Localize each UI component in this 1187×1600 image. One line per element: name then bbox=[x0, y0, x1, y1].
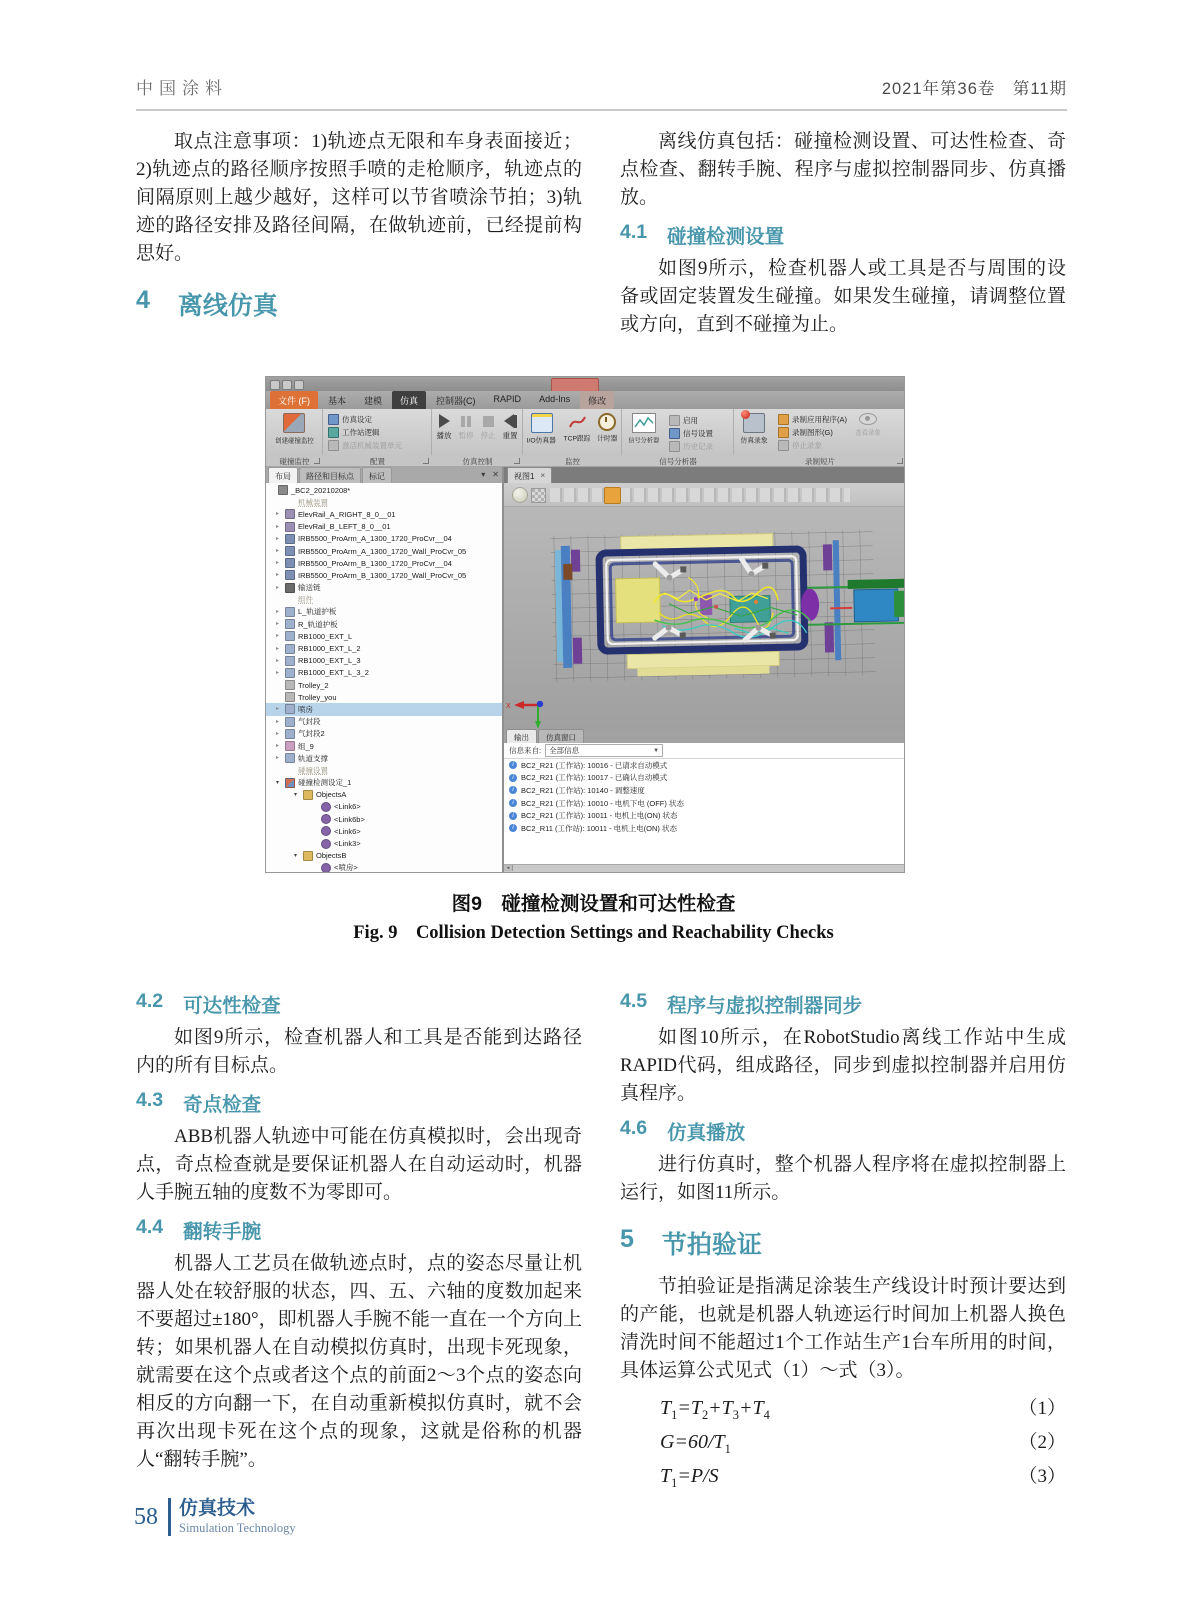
tree-item-label: <Link6b> bbox=[334, 814, 365, 824]
tree-item-icon bbox=[285, 583, 295, 593]
paragraph-4-6: 进行仿真时，整个机器人程序将在虚拟控制器上运行，如图11所示。 bbox=[620, 1154, 1066, 1203]
expander-icon[interactable] bbox=[294, 853, 300, 859]
tree-item[interactable] bbox=[266, 642, 502, 654]
tree-item-label: 气封段2 bbox=[298, 729, 325, 739]
section-title: 可达性检查 bbox=[183, 995, 281, 1017]
filter-dropdown[interactable]: 全部信息 ▼ bbox=[545, 744, 663, 757]
expander-icon[interactable] bbox=[294, 792, 300, 798]
equation-number: （2） bbox=[1018, 1432, 1066, 1453]
log-message[interactable] bbox=[504, 784, 904, 797]
group-label: 仿真控制 bbox=[462, 457, 493, 466]
ribbon-tab[interactable]: 建模 bbox=[364, 396, 383, 406]
ribbon-group-monitor bbox=[523, 409, 622, 455]
tree-item-icon bbox=[321, 802, 331, 812]
io-simulator-icon bbox=[531, 413, 553, 433]
tree-item-icon bbox=[321, 814, 331, 824]
tree-item-icon bbox=[303, 851, 313, 861]
scroll-left-icon[interactable] bbox=[504, 865, 513, 871]
ribbon-tab[interactable]: 基本 bbox=[328, 396, 347, 406]
expander-icon[interactable] bbox=[276, 743, 282, 749]
equation-row bbox=[620, 1393, 1066, 1427]
equation-number: （1） bbox=[1018, 1398, 1066, 1419]
page-header bbox=[136, 74, 1067, 111]
tree-item-label: ElevRail_B_LEFT_8_0__01 bbox=[298, 522, 391, 532]
group-label: 监控 bbox=[565, 457, 580, 466]
ribbon-tab-bar bbox=[266, 391, 904, 409]
tree-item[interactable] bbox=[266, 813, 502, 825]
ribbon-tab[interactable]: 仿真 bbox=[392, 391, 426, 409]
ribbon-group-config bbox=[323, 409, 432, 455]
output-tab[interactable]: 仿真窗口 bbox=[538, 729, 584, 743]
tree-item-label: 输送链 bbox=[298, 583, 321, 593]
viewport-area bbox=[504, 467, 904, 872]
tree-item-label: 喷房 bbox=[298, 704, 313, 714]
footer-section-cn: 仿真技术 bbox=[179, 1498, 256, 1519]
tree-item-icon bbox=[285, 692, 295, 702]
signal-enable-button[interactable]: 启用 bbox=[669, 414, 713, 427]
section-5-heading bbox=[620, 1225, 1066, 1261]
section-number: 4.5 bbox=[620, 990, 648, 1012]
tree-item[interactable] bbox=[266, 825, 502, 837]
ribbon-group-sim-control bbox=[432, 409, 523, 455]
tree-item[interactable] bbox=[266, 484, 502, 496]
tree-item[interactable] bbox=[266, 618, 502, 630]
tree-item-label: IRB5500_ProArm_A_1300_1720_Wall_ProCvr_05 bbox=[298, 546, 467, 556]
tree-item[interactable] bbox=[266, 801, 502, 813]
log-message[interactable] bbox=[504, 759, 904, 772]
message-filter-row bbox=[504, 743, 904, 759]
collision-monitor-icon bbox=[283, 413, 305, 433]
tree-item[interactable] bbox=[266, 703, 502, 715]
tree-item[interactable] bbox=[266, 764, 502, 776]
tree-item-label: RB1000_EXT_L bbox=[298, 631, 353, 641]
history-record-icon bbox=[669, 441, 680, 452]
section-4-1-heading bbox=[620, 221, 1066, 249]
tree-item-icon bbox=[285, 619, 295, 629]
simulation-setup-icon bbox=[328, 414, 339, 425]
tree-item-icon bbox=[321, 826, 331, 836]
tree-item[interactable] bbox=[266, 667, 502, 679]
io-simulator-button[interactable]: I/O仿真器 bbox=[525, 409, 558, 455]
expander-icon[interactable] bbox=[276, 609, 282, 615]
robotstudio-screenshot bbox=[265, 376, 905, 873]
tree-item[interactable] bbox=[266, 691, 502, 703]
paint-booth-top-view bbox=[504, 507, 905, 729]
dialog-launcher-icon[interactable] bbox=[514, 458, 520, 464]
log-message-text: BC2_R21 (工作站): 10017 - 已确认自动模式 bbox=[521, 773, 668, 783]
tree-item-icon bbox=[285, 534, 295, 544]
tree-item[interactable] bbox=[266, 862, 502, 872]
equation-row bbox=[620, 1427, 1066, 1461]
tree-item-label: RB1000_EXT_L_3 bbox=[298, 656, 361, 666]
tree-item-icon bbox=[285, 558, 295, 568]
tree-item-icon bbox=[285, 717, 295, 727]
section-number: 4.6 bbox=[620, 1117, 648, 1139]
equation-expression: $T_1=T_2+T_3+T_4$ bbox=[660, 1397, 770, 1422]
section-number: 4.4 bbox=[136, 1216, 164, 1238]
tree-item[interactable] bbox=[266, 655, 502, 667]
expander-icon[interactable] bbox=[276, 780, 282, 786]
expander-icon[interactable] bbox=[276, 658, 282, 664]
record-application-button[interactable]: 录制应用程序(A) bbox=[778, 413, 847, 426]
tree-item-icon bbox=[321, 839, 331, 849]
signal-analyzer-icon bbox=[632, 413, 656, 433]
log-message[interactable] bbox=[504, 822, 904, 835]
tree-item-label: RB1000_EXT_L_2 bbox=[298, 644, 361, 654]
log-message-text: BC2_R11 (工作站): 10011 - 电机上电(ON) 状态 bbox=[521, 823, 678, 833]
tree-item-icon bbox=[321, 863, 331, 872]
paragraph-4-2: 如图9所示，检查机器人和工具是否能到达路径内的所有目标点。 bbox=[136, 1027, 582, 1076]
timer-button[interactable]: 计时器 bbox=[596, 409, 619, 455]
station-tree bbox=[266, 483, 502, 872]
section-4-6-heading bbox=[620, 1117, 1066, 1145]
tree-item-label: L_轨道护板 bbox=[298, 607, 337, 617]
tree-item[interactable] bbox=[266, 533, 502, 545]
tree-item[interactable] bbox=[266, 569, 502, 581]
tree-item-icon bbox=[285, 778, 295, 788]
page-number: 58 bbox=[134, 1503, 158, 1530]
stop-record-button[interactable]: 停止录象 bbox=[778, 439, 847, 452]
svg-text:X: X bbox=[506, 703, 511, 710]
log-message[interactable] bbox=[504, 809, 904, 822]
info-icon bbox=[509, 761, 517, 769]
info-icon bbox=[509, 812, 517, 820]
render-mode-icon[interactable] bbox=[512, 487, 528, 503]
browser-tab[interactable]: 标记 bbox=[362, 467, 392, 483]
filter-label: 信息来自: bbox=[509, 746, 542, 755]
ribbon bbox=[266, 409, 904, 455]
expander-icon[interactable] bbox=[276, 755, 282, 761]
ribbon-group-labels bbox=[266, 455, 904, 467]
section-number: 4.3 bbox=[136, 1089, 164, 1111]
tree-item-label: 碰撞检测设定_1 bbox=[298, 778, 352, 788]
tree-item-icon bbox=[285, 631, 295, 641]
tcp-trace-button[interactable]: TCP跟踪 bbox=[562, 409, 592, 455]
section-title: 离线仿真 bbox=[177, 292, 278, 320]
activate-mechanism-icon bbox=[328, 440, 339, 451]
section-4-heading bbox=[136, 286, 582, 322]
station-logic-icon bbox=[328, 427, 339, 438]
dialog-launcher-icon[interactable] bbox=[314, 458, 320, 464]
stop-icon bbox=[483, 416, 494, 427]
stop-button[interactable]: 停止 bbox=[477, 409, 499, 455]
tree-item[interactable] bbox=[266, 789, 502, 801]
tree-item[interactable] bbox=[266, 545, 502, 557]
tree-item-icon bbox=[285, 644, 295, 654]
footer-divider bbox=[168, 1498, 171, 1536]
expander-icon[interactable] bbox=[276, 548, 282, 554]
section-number: 5 bbox=[620, 1225, 634, 1253]
column-left-bottom bbox=[136, 990, 582, 1477]
paragraph-4-5: 如图10所示，在RobotStudio离线工作站中生成RAPID代码，组成路径，同步到虚拟控制器并启用仿真程序。 bbox=[620, 1027, 1066, 1104]
expander-icon[interactable] bbox=[276, 572, 282, 578]
expander-icon[interactable] bbox=[276, 633, 282, 639]
output-tabs bbox=[504, 729, 904, 743]
station-logic-button[interactable]: 工作站逻辑 bbox=[328, 426, 431, 439]
tree-item-label: IRB5500_ProArm_A_1300_1720_ProCvr__04 bbox=[298, 534, 452, 544]
info-icon bbox=[509, 786, 517, 794]
section-title: 碰撞检测设置 bbox=[667, 226, 785, 248]
equation-number: （3） bbox=[1018, 1466, 1066, 1487]
section-title: 奇点检查 bbox=[183, 1094, 262, 1116]
viewport-tool-icons[interactable] bbox=[550, 488, 850, 502]
signal-analyzer-button[interactable]: 信号分析器 bbox=[622, 409, 666, 455]
history-record-button[interactable]: 历史记录 bbox=[669, 440, 713, 453]
ribbon-group-recording bbox=[734, 409, 905, 455]
tree-item-label: IRB5500_ProArm_B_1300_1720_Wall_ProCvr_05 bbox=[298, 570, 467, 580]
tree-item-label: ObjectsB bbox=[316, 851, 347, 861]
section-4-4-heading bbox=[136, 1216, 582, 1244]
expander-icon[interactable] bbox=[276, 719, 282, 725]
section-title: 翻转手腕 bbox=[183, 1221, 262, 1243]
expander-icon[interactable] bbox=[276, 536, 282, 542]
paragraph-4-3: ABB机器人轨迹中可能在仿真模拟时，会出现奇点，奇点检查就是要保证机器人在自动运动时，机器人手腕五轴的度数不为零即可。 bbox=[136, 1126, 582, 1203]
tree-item-icon bbox=[278, 485, 288, 495]
tree-item[interactable] bbox=[266, 582, 502, 594]
tree-item-label: IRB5500_ProArm_B_1300_1720_ProCvr__04 bbox=[298, 558, 452, 568]
column-right-top bbox=[620, 128, 1066, 342]
section-4-2-heading bbox=[136, 990, 582, 1018]
ribbon-tab[interactable]: Add-Ins bbox=[539, 394, 571, 404]
tree-item[interactable] bbox=[266, 594, 502, 606]
equation-list bbox=[620, 1393, 1066, 1495]
reset-button[interactable]: 重置 bbox=[499, 409, 521, 455]
group-label: 信号分析器 bbox=[659, 457, 697, 466]
tree-item-icon bbox=[285, 656, 295, 666]
group-label: 录制短片 bbox=[805, 457, 835, 466]
tree-item-label: R_轨道护板 bbox=[298, 619, 338, 629]
expander-icon[interactable] bbox=[276, 621, 282, 627]
section-title: 节拍验证 bbox=[661, 1231, 762, 1259]
tree-item-label: Trolley_2 bbox=[298, 680, 329, 690]
tree-item-icon bbox=[285, 753, 295, 763]
expander-icon[interactable] bbox=[276, 560, 282, 566]
tree-item[interactable] bbox=[266, 606, 502, 618]
tree-item-icon bbox=[285, 607, 295, 617]
group-label: 碰撞监控 bbox=[279, 457, 310, 466]
simulation-setup-button[interactable]: 仿真设定 bbox=[328, 413, 431, 426]
ribbon-group-collision-monitor bbox=[266, 409, 323, 455]
reset-icon bbox=[504, 414, 517, 428]
contextual-tab-marker bbox=[551, 378, 599, 392]
tree-item[interactable] bbox=[266, 557, 502, 569]
info-icon bbox=[509, 799, 517, 807]
chevron-down-icon[interactable]: ▾ bbox=[481, 470, 486, 479]
tree-item[interactable] bbox=[266, 850, 502, 862]
view-record-icon bbox=[859, 413, 877, 425]
equation-expression: $G=60/T_1$ bbox=[660, 1431, 731, 1456]
expander-icon[interactable] bbox=[276, 731, 282, 737]
paragraph-4-1: 如图9所示，检查机器人或工具是否与周围的设备或固定装置发生碰撞。如果发生碰撞，请调整位置或方向，直到不碰撞为止。 bbox=[620, 258, 1066, 335]
signal-enable-icon bbox=[669, 415, 680, 426]
quick-access-icon[interactable] bbox=[270, 380, 280, 390]
close-icon[interactable]: × bbox=[540, 471, 546, 480]
view-record-button[interactable]: 查看录象 bbox=[851, 409, 885, 455]
tree-item-icon bbox=[285, 741, 295, 751]
viewport-tab[interactable]: 视图1 × bbox=[507, 467, 552, 483]
window-title-bar bbox=[266, 377, 904, 391]
play-button[interactable]: 播放 bbox=[433, 409, 455, 455]
log-message-text: BC2_R21 (工作站): 10016 - 已请求自动模式 bbox=[521, 760, 668, 770]
tree-item[interactable] bbox=[266, 521, 502, 533]
info-icon bbox=[509, 824, 517, 832]
journal-name: 中国涂料 bbox=[136, 79, 228, 98]
grid-toggle-icon[interactable] bbox=[531, 488, 546, 503]
expander-icon[interactable] bbox=[276, 646, 282, 652]
section-4-5-heading bbox=[620, 990, 1066, 1018]
create-collision-monitor-button[interactable]: 创建碰撞监控 bbox=[266, 409, 322, 446]
tree-item-icon bbox=[285, 509, 295, 519]
log-message-text: BC2_R21 (工作站): 10010 - 电机下电 (OFF) 状态 bbox=[521, 798, 684, 808]
simulation-record-icon bbox=[743, 413, 765, 433]
ribbon-tab[interactable]: 控制器(C) bbox=[436, 396, 476, 406]
tree-item[interactable] bbox=[266, 837, 502, 849]
tree-item-icon bbox=[285, 729, 295, 739]
ribbon-group-signal-analyzer bbox=[622, 409, 734, 455]
tree-item-label: ElevRail_A_RIGHT_8_0__01 bbox=[298, 509, 396, 519]
browser-tab[interactable]: 路径和目标点 bbox=[299, 467, 361, 483]
expander-icon[interactable] bbox=[276, 670, 282, 676]
section-number: 4 bbox=[136, 286, 150, 314]
info-icon bbox=[509, 774, 517, 782]
expander-icon[interactable] bbox=[276, 585, 282, 591]
record-graphics-icon bbox=[778, 427, 789, 438]
tree-item-label: 碰撞设置 bbox=[298, 765, 328, 775]
figure-caption-cn: 图9 碰撞检测设置和可达性检查 bbox=[451, 893, 736, 915]
expander-icon[interactable] bbox=[276, 511, 282, 517]
tree-item-label: <Link6> bbox=[334, 802, 361, 812]
tree-item[interactable] bbox=[266, 777, 502, 789]
page-footer bbox=[134, 1498, 296, 1536]
output-tab[interactable]: 输出 bbox=[506, 729, 537, 743]
group-label: 配置 bbox=[370, 457, 385, 466]
tree-item-icon bbox=[285, 680, 295, 690]
paragraph-point-notes: 取点注意事项：1)轨迹点无限和车身表面接近；2)轨迹点的路径顺序按照手喷的走枪顺序，轨迹点的间隔原则上越少越好，这样可以节省喷涂节拍；3)轨迹的路径安排及路径间隔，在做轨迹前，已经提前构思好。 bbox=[136, 131, 582, 264]
log-message-text: BC2_R21 (工作站): 10140 - 调整速度 bbox=[521, 785, 645, 795]
play-icon bbox=[439, 414, 450, 428]
tree-item-label: <Link3> bbox=[334, 839, 361, 849]
figure-caption-en: Fig. 9 Collision Detection Settings and Reachability Checks bbox=[353, 923, 834, 943]
tree-item[interactable] bbox=[266, 679, 502, 691]
tree-item-label: _BC2_20210208* bbox=[291, 485, 351, 495]
ribbon-tab[interactable]: 修改 bbox=[580, 391, 614, 409]
tree-item-icon bbox=[285, 668, 295, 678]
activate-mechanism-button[interactable]: 激活机械装置单元 bbox=[328, 439, 431, 452]
footer-section-en: Simulation Technology bbox=[179, 1521, 296, 1535]
equation-expression: $T_1=P/S$ bbox=[660, 1465, 719, 1490]
browser-tab[interactable]: 布局 bbox=[268, 467, 298, 483]
tree-item-icon bbox=[303, 790, 313, 800]
tree-item-label: Trolley_you bbox=[298, 692, 337, 702]
viewport-toolbar bbox=[504, 483, 904, 507]
tree-item-label: <Link6> bbox=[334, 826, 361, 836]
column-left-top bbox=[136, 128, 582, 334]
dialog-launcher-icon[interactable] bbox=[897, 458, 903, 464]
quick-access-icon[interactable] bbox=[282, 380, 292, 390]
log-message-text: BC2_R21 (工作站): 10011 - 电机上电(ON) 状态 bbox=[521, 811, 678, 821]
message-list bbox=[504, 759, 904, 835]
ribbon-tab[interactable]: RAPID bbox=[493, 394, 522, 404]
log-message[interactable] bbox=[504, 797, 904, 810]
paragraph-4-4: 机器人工艺员在做轨迹点时，点的姿态尽量让机器人处在较舒服的状态，四、五、六轴的度数加起来不要超过±180°，即机器人手腕不能一直在一个方向上转；如果机器人在自动模拟仿真时，出现卡死现象，就需要在这个点或者这个点的前面2～3个点的姿态向相反的方向翻一下，在自动重新模拟仿真时，就不会再次出现卡死在这个点的现象，这就是俗称的机器人“翻转手腕”。 bbox=[136, 1253, 582, 1470]
chevron-down-icon: ▼ bbox=[653, 747, 660, 754]
tree-item[interactable] bbox=[266, 716, 502, 728]
section-title: 程序与虚拟控制器同步 bbox=[667, 995, 863, 1017]
tree-item-label: 机械装置 bbox=[298, 497, 328, 507]
layout-browser-panel bbox=[266, 467, 504, 872]
viewport-tab-row bbox=[504, 467, 904, 483]
tree-item[interactable] bbox=[266, 508, 502, 520]
expander-icon[interactable] bbox=[276, 524, 282, 530]
equation-row bbox=[620, 1461, 1066, 1495]
signal-setup-button[interactable]: 信号设置 bbox=[669, 427, 713, 440]
tree-item[interactable] bbox=[266, 728, 502, 740]
tree-item-label: 轨道支撑 bbox=[298, 753, 328, 763]
tree-item[interactable] bbox=[266, 740, 502, 752]
section-4-3-heading bbox=[136, 1089, 582, 1117]
expander-icon[interactable] bbox=[276, 706, 282, 712]
tree-item-label: ObjectsA bbox=[316, 790, 347, 800]
tree-item-icon bbox=[285, 522, 295, 532]
tree-item-icon bbox=[285, 570, 295, 580]
tree-item-icon bbox=[285, 546, 295, 556]
record-graphics-button[interactable]: 录制图形(G) bbox=[778, 426, 847, 439]
journal-issue: 2021年第36卷 第11期 bbox=[881, 80, 1067, 98]
close-icon[interactable]: ✕ bbox=[492, 470, 499, 479]
tree-item-label: 组件 bbox=[298, 595, 313, 605]
paragraph-offline-sim-intro: 离线仿真包括：碰撞检测设置、可达性检查、奇点检查、翻转手腕、程序与虚拟控制器同步、仿真播放。 bbox=[620, 131, 1066, 208]
column-right-bottom bbox=[620, 990, 1066, 1495]
signal-setup-icon bbox=[669, 428, 680, 439]
tree-item-icon bbox=[285, 704, 295, 714]
section-number: 4.2 bbox=[136, 990, 164, 1012]
simulation-record-button[interactable]: 仿真录象 bbox=[734, 409, 774, 455]
paragraph-5: 节拍验证是指满足涂装生产线设计时预计要达到的产能，也就是机器人轨迹运行时间加上机器人换色清洗时间不能超过1个工作站生产1台车所用的时间，具体运算公式见式（1）～式（3）。 bbox=[620, 1276, 1066, 1381]
record-application-icon bbox=[778, 414, 789, 425]
tree-item-label: 气封段 bbox=[298, 717, 321, 727]
tree-item[interactable] bbox=[266, 752, 502, 764]
pause-icon bbox=[461, 416, 471, 427]
tcp-trace-icon bbox=[567, 413, 587, 431]
tree-item[interactable] bbox=[266, 630, 502, 642]
dialog-launcher-icon[interactable] bbox=[423, 458, 429, 464]
active-tool-icon[interactable] bbox=[604, 487, 621, 504]
tree-item-label: 组_9 bbox=[298, 741, 314, 751]
pause-button[interactable]: 暂停 bbox=[455, 409, 477, 455]
browser-tabs bbox=[266, 467, 502, 483]
log-message[interactable] bbox=[504, 772, 904, 785]
viewport-3d-scene[interactable] bbox=[504, 507, 904, 729]
ribbon-tab[interactable]: 文件 (F) bbox=[270, 391, 318, 409]
timer-icon bbox=[598, 413, 616, 431]
section-title: 仿真播放 bbox=[667, 1122, 746, 1144]
tree-item-label: <喷房> bbox=[334, 863, 358, 872]
stop-record-icon bbox=[778, 440, 789, 451]
section-number: 4.1 bbox=[620, 221, 648, 243]
horizontal-scrollbar[interactable] bbox=[504, 864, 904, 872]
output-panel bbox=[504, 729, 904, 872]
tree-item-label: RB1000_EXT_L_3_2 bbox=[298, 668, 369, 678]
quick-access-icon[interactable] bbox=[294, 380, 304, 390]
tree-item[interactable] bbox=[266, 496, 502, 508]
